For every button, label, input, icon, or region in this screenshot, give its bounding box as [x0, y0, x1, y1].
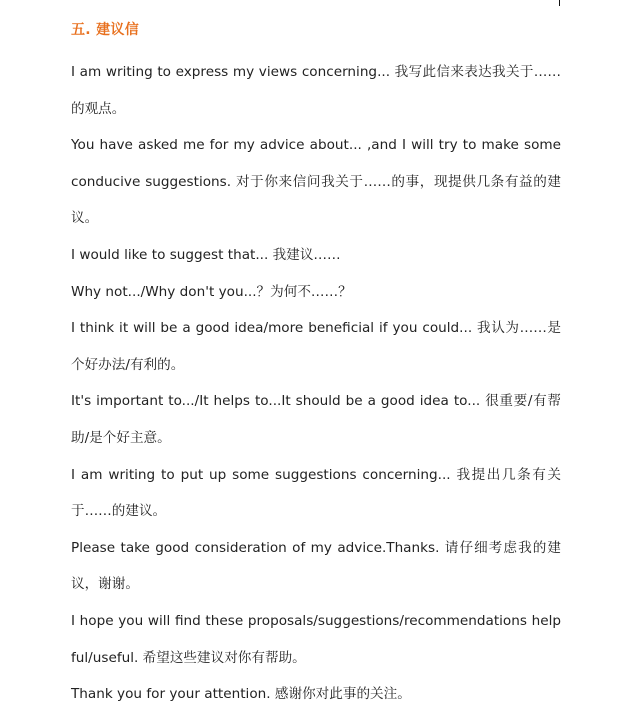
phrase-paragraph: You have asked me for my advice about... ,and I will try to make some conducive suggestions. 对于你来信问我关于……的事，现提供几条有益的建议。 [71, 137, 561, 227]
phrase-paragraph: Why not.../Why don't you...？为何不……？ [71, 283, 352, 300]
phrase-paragraph: I am writing to express my views concerning... 我写此信来表达我关于……的观点。 [71, 64, 561, 117]
phrase-paragraph: I hope you will find these proposals/suggestions/recommendations helpful/useful. 希望这些建议对你有帮助。 [71, 612, 561, 666]
phrase-paragraph: I would like to suggest that... 我建议…… [71, 246, 341, 263]
phrase-paragraph: I think it will be a good idea/more beneficial if you could... 我认为……是个好办法/有利的。 [71, 320, 561, 373]
phrase-paragraph: Thank you for your attention. 感谢你对此事的关注。 [71, 686, 411, 703]
phrase-paragraph: Please take good consideration of my advice.Thanks. 请仔细考虑我的建议，谢谢。 [71, 539, 561, 593]
phrase-list [71, 54, 561, 713]
phrase-paragraph: I am writing to put up some suggestions concerning... 我提出几条有关于……的建议。 [71, 466, 561, 520]
section-heading: 五. 建议信 [71, 22, 139, 38]
phrase-paragraph: It's important to.../It helps to...It should be a good idea to... 很重要/有帮助/是个好主意。 [71, 393, 561, 446]
edge-mark [559, 0, 560, 6]
